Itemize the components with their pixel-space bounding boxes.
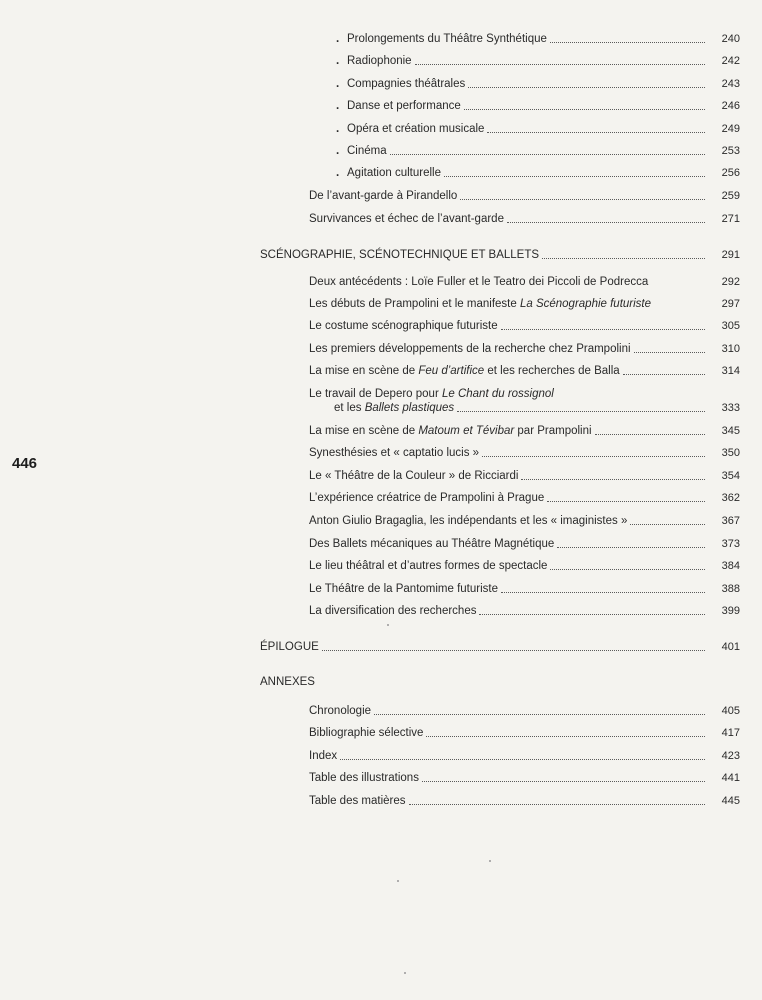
- dot-leader: [444, 176, 705, 177]
- toc-entry-label: Compagnies théâtrales: [347, 78, 466, 90]
- dot-leader: [482, 456, 705, 457]
- toc-entry: [309, 275, 740, 289]
- toc-entry-label: Opéra et création musicale: [347, 123, 485, 135]
- toc-section-label: ÉPILOGUE: [260, 641, 319, 653]
- toc-entry: [309, 424, 740, 438]
- toc-entry-page: 354: [721, 470, 740, 482]
- work-title: Matoum et Tévibar: [418, 425, 515, 437]
- toc-entry: [336, 122, 740, 136]
- toc-entry: [309, 604, 740, 618]
- toc-entry-label-tail: et les recherches de Balla: [484, 365, 620, 377]
- toc-entry: [336, 99, 740, 113]
- dot-leader: [521, 479, 705, 480]
- dot-leader: [340, 759, 705, 760]
- toc-entry-label: Radiophonie: [347, 55, 412, 67]
- dot-leader: [422, 781, 705, 782]
- dot-leader: [468, 87, 705, 88]
- toc-entry-page: 271: [721, 213, 740, 225]
- toc-entry: [309, 537, 740, 551]
- dot-leader: [460, 199, 705, 200]
- toc-entry-label: Synesthésies et « captatio lucis »: [309, 447, 480, 459]
- toc-entry-page: 314: [721, 365, 740, 377]
- work-title: Feu d’artifice: [418, 365, 485, 377]
- toc-entry-label: La diversification des recherches: [309, 605, 477, 617]
- dot-leader: [374, 714, 705, 715]
- bullet-icon: .: [336, 123, 340, 135]
- toc-entry-label: Chronologie: [309, 705, 372, 717]
- toc-entry-page: 423: [721, 750, 740, 762]
- toc-entry-page: 384: [721, 560, 740, 572]
- dot-leader: [550, 569, 705, 570]
- toc-entry-label: Des Ballets mécaniques au Théâtre Magnétique: [309, 538, 555, 550]
- work-title: Ballets plastiques: [364, 402, 455, 414]
- toc-entry: [309, 514, 740, 528]
- toc-entry-label: Les premiers développements de la recherche chez Prampolini: [309, 343, 631, 355]
- bullet-icon: .: [336, 33, 340, 45]
- toc-entry-page: 441: [721, 772, 740, 784]
- toc-entry: [309, 771, 740, 785]
- dot-leader: [634, 352, 705, 353]
- toc-entry-label-tail: par Prampolini: [514, 425, 592, 437]
- toc-entry-label: Index: [309, 750, 338, 762]
- toc-entry-page: 253: [721, 145, 740, 157]
- dot-leader: [457, 411, 705, 412]
- toc-entry-label-tail: et les: [334, 402, 365, 414]
- toc-entry: [309, 446, 740, 460]
- toc-entry: [309, 794, 740, 808]
- toc-entry-label: Anton Giulio Bragaglia, les indépendants et les « imaginistes »: [309, 515, 628, 527]
- toc-entry-page: 373: [721, 538, 740, 550]
- dot-leader: [464, 109, 705, 110]
- dot-leader: [507, 222, 705, 223]
- toc-section-page: 401: [721, 641, 740, 653]
- toc-entry-label: Bibliographie sélective: [309, 727, 424, 739]
- toc-entry-label: Cinéma: [347, 145, 387, 157]
- toc-entry-label: La mise en scène de: [309, 365, 419, 377]
- paper-speck: [397, 880, 399, 882]
- toc-entry-label: Danse et performance: [347, 100, 461, 112]
- bullet-icon: .: [336, 100, 340, 112]
- toc-entry-page: 362: [721, 492, 740, 504]
- toc-entry: [309, 212, 740, 226]
- bullet-icon: .: [336, 55, 340, 67]
- toc-entry-page: 259: [721, 190, 740, 202]
- toc-entry-label: Les débuts de Prampolini et le manifeste: [309, 298, 520, 310]
- dot-leader: [595, 434, 705, 435]
- bullet-icon: .: [336, 145, 340, 157]
- toc-entry-page: 333: [721, 402, 740, 414]
- dot-leader: [415, 64, 705, 65]
- toc-entry-page: 350: [721, 447, 740, 459]
- toc-entry-label: Prolongements du Théâtre Synthétique: [347, 33, 547, 45]
- toc-section-label: SCÉNOGRAPHIE, SCÉNOTECHNIQUE ET BALLETS: [260, 249, 540, 261]
- bullet-icon: .: [336, 78, 340, 90]
- toc-entry-page: 242: [721, 55, 740, 67]
- toc-entry-page: 243: [721, 78, 740, 90]
- toc-entry: [309, 749, 740, 763]
- toc-section-label: ANNEXES: [260, 676, 315, 688]
- toc-entry-page: 399: [721, 605, 740, 617]
- toc-entry: [309, 559, 740, 573]
- toc-section: [260, 248, 740, 262]
- work-title: Le Chant du rossignol: [441, 388, 554, 400]
- toc-entry-label: Survivances et échec de l’avant-garde: [309, 213, 504, 225]
- dot-leader: [623, 374, 705, 375]
- toc-entry: [309, 582, 740, 596]
- toc-entry-page: 367: [721, 515, 740, 527]
- toc-entry-page: 297: [721, 298, 740, 310]
- toc-entry: [336, 32, 740, 46]
- dot-leader: [557, 547, 705, 548]
- dot-leader: [426, 736, 705, 737]
- toc-entry-label: Deux antécédents : Loïe Fuller et le Teatro dei Piccoli de Podrecca: [309, 276, 649, 288]
- toc-entry: [309, 726, 740, 740]
- toc-entry: [309, 387, 740, 415]
- dot-leader: [501, 592, 705, 593]
- toc-entry-label: La mise en scène de: [309, 425, 419, 437]
- toc-entry-label: De l’avant-garde à Pirandello: [309, 190, 458, 202]
- toc-entry: [309, 469, 740, 483]
- toc-entry-label: Agitation culturelle: [347, 167, 441, 179]
- dot-leader: [322, 650, 705, 651]
- toc-entry-page: 445: [721, 795, 740, 807]
- toc-entry: [309, 491, 740, 505]
- dot-leader: [547, 501, 705, 502]
- dot-leader: [390, 154, 705, 155]
- toc-entry-page: 417: [721, 727, 740, 739]
- toc-entry-page: 310: [721, 343, 740, 355]
- toc-entry-page: 292: [721, 276, 740, 288]
- dot-leader: [630, 524, 705, 525]
- toc-entry: [309, 342, 740, 356]
- toc-entry-label: Table des illustrations: [309, 772, 419, 784]
- toc-entry: [309, 189, 740, 203]
- toc-entry-page: 256: [721, 167, 740, 179]
- paper-speck: [404, 972, 406, 974]
- toc-entry: [336, 77, 740, 91]
- toc-entry-page: 240: [721, 33, 740, 45]
- toc-entry-label: Le lieu théâtral et d’autres formes de spectacle: [309, 560, 548, 572]
- toc-entry: [336, 144, 740, 158]
- toc-entry: [309, 704, 740, 718]
- toc-entry: [309, 297, 740, 311]
- toc-section-page: 291: [721, 249, 740, 261]
- toc-entry: [309, 364, 740, 378]
- work-title: La Scénographie futuriste: [519, 298, 652, 310]
- dot-leader: [550, 42, 705, 43]
- toc-entry-label: Le « Théâtre de la Couleur » de Ricciardi: [309, 470, 519, 482]
- toc-section: [260, 640, 740, 654]
- toc-entry-label: Le travail de Depero pour: [309, 388, 442, 400]
- toc-entry-page: 246: [721, 100, 740, 112]
- bullet-icon: .: [336, 167, 340, 179]
- toc-entry: [336, 54, 740, 68]
- paper-speck: [387, 624, 389, 626]
- toc-entry-label: L’expérience créatrice de Prampolini à Prague: [309, 492, 545, 504]
- toc-entry: [336, 166, 740, 180]
- dot-leader: [501, 329, 705, 330]
- page-number: 446: [12, 455, 38, 472]
- toc-entry-label: Le Théâtre de la Pantomime futuriste: [309, 583, 499, 595]
- toc-entry: [309, 319, 740, 333]
- paper-speck: [489, 860, 491, 862]
- toc-entry-page: 249: [721, 123, 740, 135]
- toc-entry-page: 345: [721, 425, 740, 437]
- toc-entry-page: 388: [721, 583, 740, 595]
- toc-entry-label: Table des matières: [309, 795, 406, 807]
- dot-leader: [487, 132, 705, 133]
- toc-entry-page: 405: [721, 705, 740, 717]
- toc-entry-page: 305: [721, 320, 740, 332]
- dot-leader: [409, 804, 705, 805]
- dot-leader: [542, 258, 705, 259]
- dot-leader: [479, 614, 705, 615]
- toc-entry-label: Le costume scénographique futuriste: [309, 320, 498, 332]
